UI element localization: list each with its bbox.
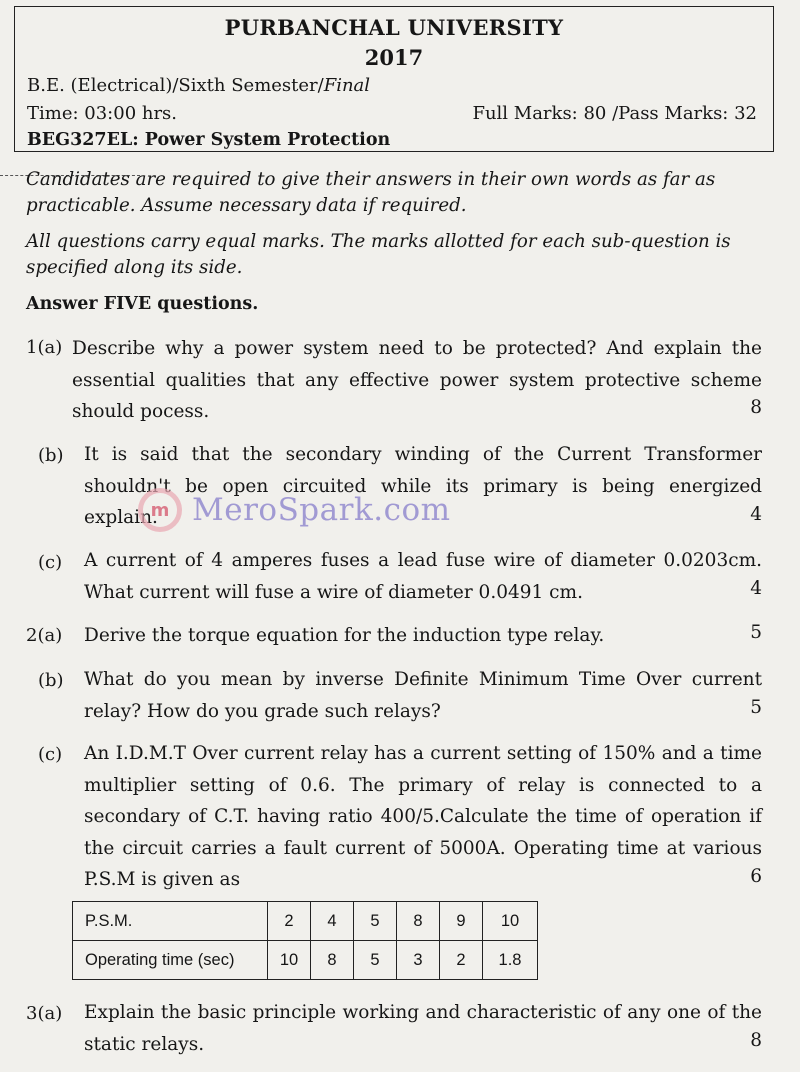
question-text: Derive the torque equation for the induction type relay. [84, 625, 605, 646]
table-cell: 1.8 [483, 941, 538, 980]
marks-info: Full Marks: 80 /Pass Marks: 32 [472, 103, 757, 124]
answer-instruction: Answer FIVE questions. [26, 294, 259, 314]
question-marks: 6 [750, 866, 762, 887]
table-row [73, 902, 538, 941]
table-cell: 5 [354, 941, 397, 980]
table-row [73, 941, 538, 980]
exam-year: 2017 [364, 45, 424, 70]
question-marks: 4 [750, 504, 762, 525]
table-cell: Operating time (sec) [73, 941, 268, 980]
university-name: PURBANCHAL UNIVERSITY [224, 15, 564, 40]
psm-table [72, 901, 538, 980]
merospark-logo-icon: m [138, 488, 182, 532]
table-cell: 10 [268, 941, 311, 980]
question-number: 3(a) [26, 1003, 63, 1024]
table-cell: P.S.M. [73, 902, 268, 941]
table-cell: 4 [311, 902, 354, 941]
course-title: BEG327EL: Power System Protection [27, 130, 391, 150]
table-cell: 2 [268, 902, 311, 941]
question-marks: 8 [750, 1030, 762, 1051]
instruction-2: All questions carry equal marks. The marks allotted for each sub-question is specified along its side. [26, 231, 731, 278]
program-line: B.E. (Electrical)/Sixth Semester/Final [27, 75, 371, 96]
instruction-1: Candidates are required to give their answers in their own words as far as practicable. Assume necessary data if required. [26, 169, 716, 216]
question-marks: 4 [750, 578, 762, 599]
question-number: (c) [38, 744, 63, 765]
question-text: An I.D.M.T Over current relay has a current setting of 150% and a time multiplier setting of 0.6. The primary of relay is connected to a secondary of C.T. having ratio 400/5.Calculate the time of operation if the circuit carries a fault current of 5000A. Operating time at various P.S.M is given as [84, 743, 762, 890]
question-number: (b) [38, 445, 64, 466]
table-cell: 9 [440, 902, 483, 941]
exam-header [14, 6, 774, 152]
time-allowed: Time: 03:00 hrs. [27, 103, 178, 124]
question-number: (b) [38, 670, 64, 691]
table-cell: 10 [483, 902, 538, 941]
question-marks: 8 [750, 397, 762, 418]
watermark [138, 488, 451, 532]
question-marks: 5 [750, 622, 762, 643]
question-number: 1(a) [26, 337, 63, 358]
question-text: Describe why a power system need to be protected? And explain the essential qualities that any effective power system protective scheme should pocess. [72, 338, 762, 422]
table-cell: 8 [397, 902, 440, 941]
question-text: It is said that the secondary winding of the Current Transformer shouldn't be open circuited while its primary is being energized explain. [84, 444, 762, 528]
question-text: What do you mean by inverse Definite Minimum Time Over current relay? How do you grade such relays? [84, 669, 762, 722]
question-number: 2(a) [26, 625, 63, 646]
table-cell: 3 [397, 941, 440, 980]
question-text: A current of 4 amperes fuses a lead fuse wire of diameter 0.0203cm. What current will fuse a wire of diameter 0.0491 cm. [84, 550, 762, 603]
table-cell: 2 [440, 941, 483, 980]
table-cell: 8 [311, 941, 354, 980]
watermark-text: MeroSpark.com [192, 492, 451, 528]
question-number: (c) [38, 552, 63, 573]
question-text: Explain the basic principle working and characteristic of any one of the static relays. [84, 1002, 762, 1055]
table-cell: 5 [354, 902, 397, 941]
question-marks: 5 [750, 697, 762, 718]
